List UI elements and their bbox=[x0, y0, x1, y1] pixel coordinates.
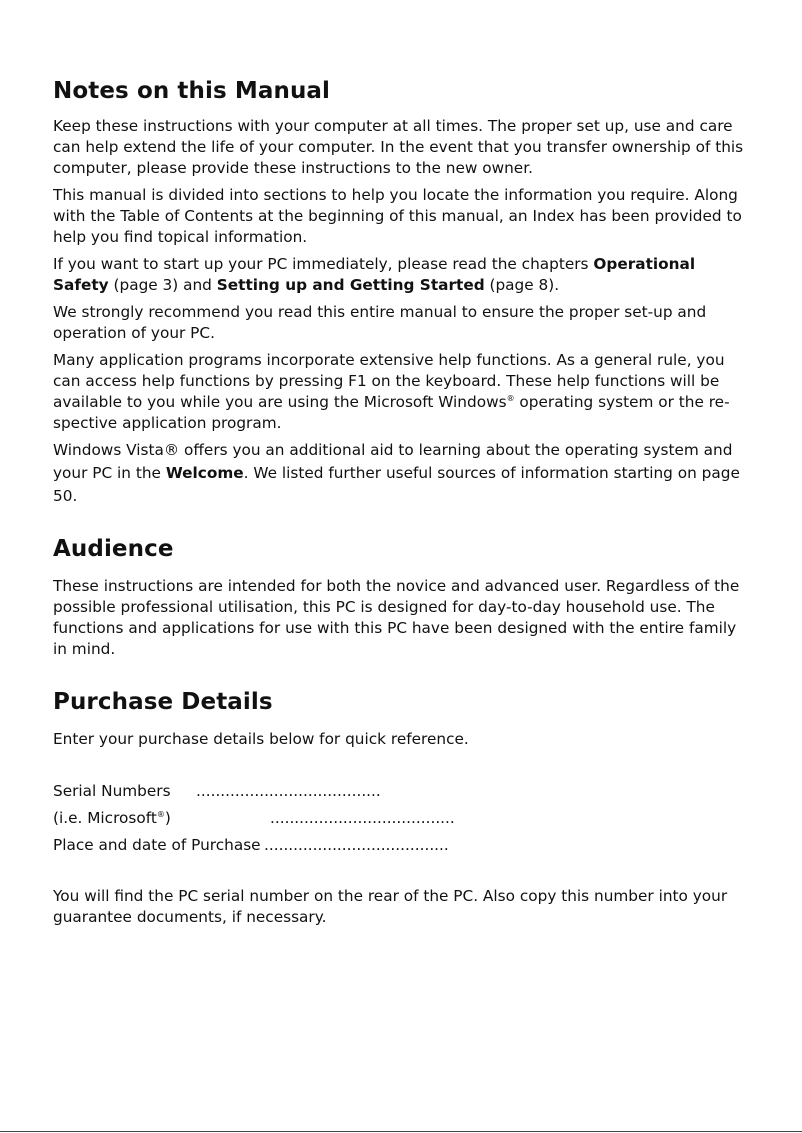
p6-text-2: . We listed further useful sources of information starting on page 50. bbox=[53, 464, 740, 505]
audience-heading: Audience bbox=[53, 536, 174, 562]
p5-text-2: operating system or the re-spective application program. bbox=[53, 393, 730, 432]
purchase-place-row bbox=[53, 832, 753, 859]
p3-text-3: (page 8). bbox=[484, 276, 560, 294]
audience-paragraph: These instructions are intended for both the novice and advanced user. Regardless of the possible professional utilisation, this PC is designed for day-to-day household use. The functions and applications for use with this PC have been designed with the entire family in mind. bbox=[53, 577, 740, 658]
p3-text-2: (page 3) and bbox=[108, 276, 217, 294]
page-bottom-rule bbox=[0, 1131, 802, 1132]
setting-up-ref: Setting up and Getting Started bbox=[216, 276, 485, 294]
registered-mark: ® bbox=[506, 393, 515, 403]
notes-heading: Notes on this Manual bbox=[53, 78, 331, 104]
serial-numbers-row bbox=[53, 778, 753, 805]
notes-paragraph-1: Keep these instructions with your computer at all times. The proper set up, use and care can help extend the life of your computer. In the event that you transfer ownership of this computer, please provide these instructions to the new owner. bbox=[53, 117, 744, 177]
purchase-heading: Purchase Details bbox=[53, 689, 273, 715]
purchase-place-blank: ...................................... bbox=[264, 836, 449, 854]
serial-numbers-label: Serial Numbers bbox=[53, 782, 171, 800]
manual-page bbox=[53, 78, 753, 928]
serial-numbers-blank: ...................................... bbox=[196, 782, 381, 800]
p6-text-1: Windows Vista® offers you an additional aid to learning about the operating system and your PC in the bbox=[53, 441, 733, 482]
notes-paragraph-5 bbox=[53, 350, 753, 434]
microsoft-row bbox=[53, 805, 753, 832]
purchase-place-label: Place and date of Purchase bbox=[53, 836, 261, 854]
microsoft-blank: ...................................... bbox=[270, 809, 455, 827]
operational-safety-ref: Operational Safety bbox=[53, 255, 696, 294]
serial-number-note: You will find the PC serial number on the rear of the PC. Also copy this number into your guarantee documents, if necessary. bbox=[53, 887, 728, 926]
notes-paragraph-6 bbox=[53, 439, 753, 508]
p3-text-1: If you want to start up your PC immediately, please read the chapters bbox=[53, 255, 594, 273]
notes-paragraph-4: We strongly recommend you read this entire manual to ensure the proper set-up and operation of your PC. bbox=[53, 303, 707, 342]
welcome-ref: Welcome bbox=[165, 464, 244, 482]
p5-text-1: Many application programs incorporate extensive help functions. As a general rule, you can access help functions by pressing F1 on the keyboard. These help functions will be available to you while you are using the Microsoft Windows bbox=[53, 351, 725, 411]
notes-paragraph-2: This manual is divided into sections to help you locate the information you require. Along with the Table of Contents at the beginning of this manual, an Index has been provided to help you find topical information. bbox=[53, 186, 742, 246]
microsoft-label: (i.e. Microsoft bbox=[53, 809, 157, 827]
notes-paragraph-3 bbox=[53, 254, 753, 296]
microsoft-label-end: ) bbox=[164, 809, 171, 827]
purchase-intro: Enter your purchase details below for quick reference. bbox=[53, 730, 469, 748]
microsoft-registered-mark: ® bbox=[156, 809, 165, 819]
